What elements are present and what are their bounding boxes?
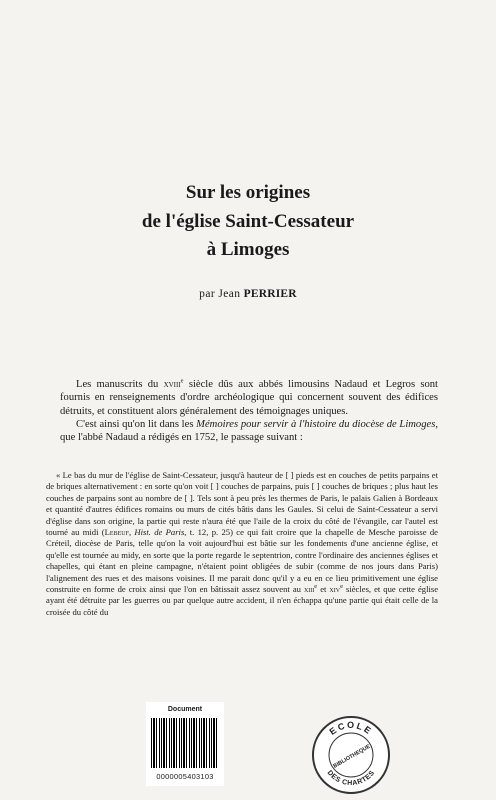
memoires-title: Mémoires pour servir à l'histoire du diocèse de Limoges [196,418,436,430]
title-line-3: à Limoges [206,239,290,260]
intro-p1-start: Les manuscrits du [76,379,164,390]
svg-text:ECOLE [328,720,375,737]
intro-paragraph-1 [60,378,438,418]
stamp-top-text: ECOLE [327,719,375,737]
author-name: PERRIER [243,288,297,300]
author-line [0,288,496,300]
library-stamp [312,716,390,794]
svg-text:DES CHARTES [326,769,377,787]
hist-paris-title: Hist. de Paris [134,527,185,538]
barcode-number: 0000005403103 [156,772,214,781]
title-line-1: Sur les origines [185,182,311,203]
century-xiv: xiv [329,584,341,595]
quote-comma: , [128,527,135,538]
lebeuf-name: Lebeuf [104,527,129,538]
quoted-passage [46,470,438,618]
intro-p1-end: siècle dûs aux abbés limousins Nadaud et Legros sont fournis en renseignements d'ordre archéologique qui concernent souvent des édifices détruits, et constituent alors généralement des témoignages uniques. [60,379,438,417]
barcode-label [146,702,224,786]
quote-part-1: « Le bas du mur de l'église de Saint-Cessateur, jusqu'à hauteur de [ ] pieds est en couches de petits parpains et de briques alternativement : en sorte qu'on voit [ ] couches de parpains, puis [ ] couches de briques ; plus haut les couches de parpains sont au nombre de [ ]. Tels sont à peu près les thermes de Paris, le palais Galien à Bordeaux et quantité d'autres édifices romains ou murs de cités bâtis dans les Gaules. Si celui de Saint-Cessateur a servi d'église dans son origine, la partie qui reste n'aura été que l'aile de la croix du côté de l'évangile, car l'autel est tourné au midi ( [46,470,438,538]
intro-p2-end: , que l'abbé Nadaud a rédigés en 1752, le passage suivant : [60,418,438,444]
quote-part-2: , t. 12, p. 25) ce qui fait croire que la chapelle de Mesche paroisse de Créteil, diocèse de Paris, telle qu'on la voit aujourd'hui est bâtie sur les fondements d'une ancienne église, et qu'elle est tournée au midy, en sorte que la porte regarde le septentrion, contre l'ordinaire des anciennes églises et chapelles, qui étant en pleine campagne, n'étaient point obligées de subir (comme de nos jours dans Paris) l'alignement des rues et des maisons voisines. Il me parait donc qu'il y a eu en ce lieu primitivement une église construite en forme de croix ainsi que l'on en bâtissait assez souvent au [46,527,438,595]
barcode-bars [151,718,219,768]
author-prefix: par Jean [199,288,241,300]
barcode-title: Document [167,706,203,713]
quote-part-3: siècles, et que cette église ayant été détruite par les guerres ou par quelque autre accident, il n'en échappa qu'une partie qui était celle de la croisée du côté du [46,584,439,617]
stamp-middle-text: BIBLIOTHEQUE [332,743,372,770]
quote-paragraph [46,470,438,618]
century-sup: e [180,377,184,385]
quote-and: et [317,584,330,595]
century-xiii: xiii [303,584,315,595]
century-xiii-sup: e [314,583,318,591]
stamp-bottom-text: DES CHARTES [325,769,377,788]
title-line-2: de l'église Saint-Cessateur [141,211,355,232]
intro-p2-start: C'est ainsi qu'on lit dans les [76,418,197,430]
stamp-graphic [312,716,390,794]
intro-paragraph-2 [60,418,438,445]
century-xiv-sup: e [340,583,343,591]
century-xviii: xviii [163,379,181,390]
intro-text [60,378,438,444]
